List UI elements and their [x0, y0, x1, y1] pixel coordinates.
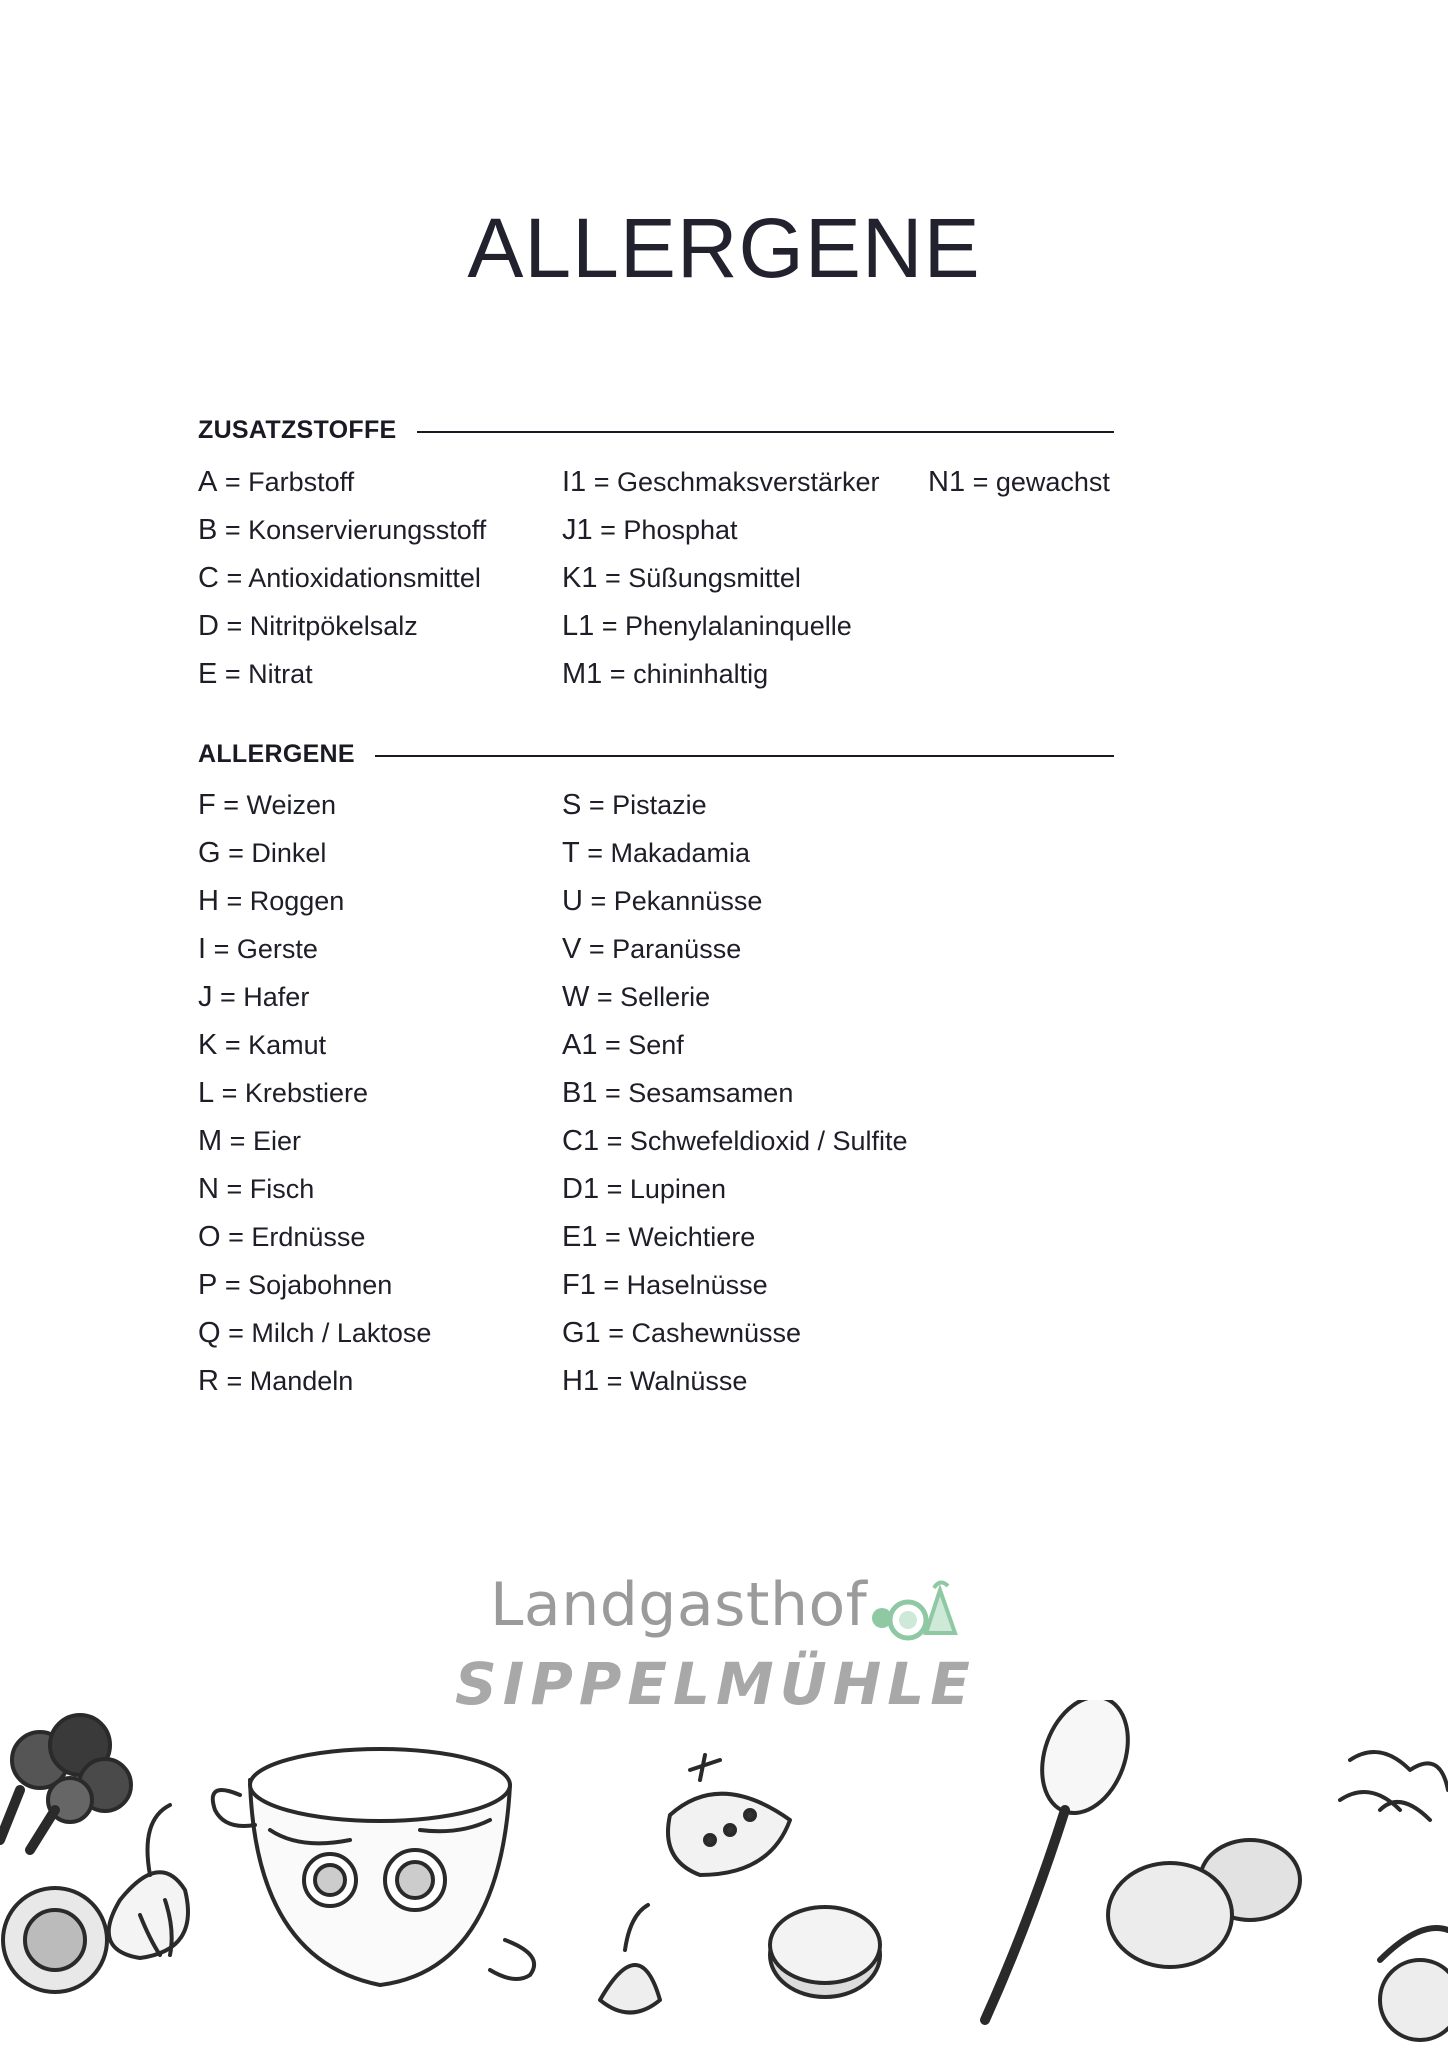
allergene-item: T = Makadamia	[562, 837, 751, 869]
allergene-item: J = Hafer	[198, 981, 310, 1013]
item-label: Lupinen	[629, 1174, 726, 1204]
zusatzstoffe-heading-label: ZUSATZSTOFFE	[198, 416, 417, 445]
allergene-item: U = Pekannüsse	[562, 885, 763, 917]
zusatzstoffe-column-2	[562, 458, 880, 698]
zusatzstoffe-item: M1 = chininhaltig	[562, 658, 769, 690]
item-label: Eier	[252, 1126, 301, 1156]
item-label: gewachst	[995, 467, 1110, 497]
item-code: R	[198, 1365, 219, 1397]
item-code: Q	[198, 1317, 221, 1349]
item-label: Phenylalaninquelle	[625, 611, 852, 641]
item-code: U	[562, 885, 583, 917]
item-code: B1	[562, 1077, 598, 1109]
allergene-item: G1 = Cashewnüsse	[562, 1317, 802, 1349]
item-label: Dinkel	[251, 838, 327, 868]
bread-slices-icon	[1108, 1840, 1300, 1967]
item-label: Senf	[628, 1030, 684, 1060]
item-label: Fisch	[249, 1174, 315, 1204]
item-label: Sesamsamen	[628, 1078, 794, 1108]
allergene-item: A1 = Senf	[562, 1029, 684, 1061]
zusatzstoffe-item: B = Konservierungsstoff	[198, 514, 487, 546]
item-code: P	[198, 1269, 218, 1301]
allergene-item: N = Fisch	[198, 1173, 315, 1205]
item-label: Geschmaksverstärker	[616, 467, 880, 497]
allergene-column-1	[198, 781, 431, 1405]
allergene-column-2	[562, 781, 908, 1405]
item-label: Cashewnüsse	[631, 1318, 802, 1348]
broccoli-icon	[0, 1715, 131, 1850]
item-code: G1	[562, 1317, 601, 1349]
page-title: ALLERGENE	[467, 201, 981, 295]
vegetable-logo-icon	[860, 1578, 960, 1648]
item-code: C	[198, 562, 219, 594]
zusatzstoffe-item: E = Nitrat	[198, 658, 313, 690]
item-code: I1	[562, 466, 587, 498]
item-code: M	[198, 1125, 223, 1157]
zusatzstoffe-column-3	[928, 458, 1110, 506]
item-label: Roggen	[249, 886, 345, 916]
item-label: Hafer	[243, 982, 310, 1012]
item-code: T	[562, 837, 580, 869]
item-code: J	[198, 981, 213, 1013]
item-code: A	[198, 466, 218, 498]
zusatzstoffe-item: N1 = gewachst	[928, 466, 1110, 498]
item-code: K	[198, 1029, 218, 1061]
tomato-left-icon	[3, 1888, 107, 1992]
item-code: L1	[562, 610, 595, 642]
allergene-item: W = Sellerie	[562, 981, 711, 1013]
item-code: L	[198, 1077, 215, 1109]
item-label: Konservierungsstoff	[248, 515, 487, 545]
allergene-item: Q = Milch / Laktose	[198, 1317, 432, 1349]
garlic-clove-icon	[600, 1905, 660, 2013]
item-label: Makadamia	[610, 838, 751, 868]
item-label: Krebstiere	[244, 1078, 368, 1108]
allergene-item: P = Sojabohnen	[198, 1269, 393, 1301]
item-code: A1	[562, 1029, 598, 1061]
item-code: B	[198, 514, 218, 546]
item-label: Nitrat	[248, 659, 313, 689]
item-code: K1	[562, 562, 598, 594]
item-label: Walnüsse	[629, 1366, 748, 1396]
soup-pot-icon	[213, 1749, 534, 1985]
item-label: Sellerie	[620, 982, 711, 1012]
item-label: Süßungsmittel	[628, 563, 801, 593]
item-code: J1	[562, 514, 593, 546]
item-code: N	[198, 1173, 219, 1205]
allergene-item: M = Eier	[198, 1125, 301, 1157]
allergene-item: K = Kamut	[198, 1029, 327, 1061]
item-code: O	[198, 1221, 221, 1253]
parsley-icon	[1340, 1752, 1448, 2040]
zusatzstoffe-column-1	[198, 458, 486, 698]
allergene-item: H = Roggen	[198, 885, 345, 917]
item-code: F1	[562, 1269, 596, 1301]
item-code: H	[198, 885, 219, 917]
allergene-item: R = Mandeln	[198, 1365, 354, 1397]
item-code: G	[198, 837, 221, 869]
allergene-item: O = Erdnüsse	[198, 1221, 366, 1253]
item-code: M1	[562, 658, 603, 690]
allergene-heading	[198, 740, 1114, 770]
tomato-half-icon	[668, 1755, 790, 1875]
zusatzstoffe-item: D = Nitritpökelsalz	[198, 610, 418, 642]
zusatzstoffe-item: J1 = Phosphat	[562, 514, 738, 546]
item-label: Milch / Laktose	[251, 1318, 432, 1348]
item-code: H1	[562, 1365, 600, 1397]
allergene-item: C1 = Schwefeldioxid / Sulfite	[562, 1125, 908, 1157]
item-label: Farbstoff	[248, 467, 355, 497]
item-label: Antioxidationsmittel	[248, 563, 481, 593]
item-label: Kamut	[248, 1030, 327, 1060]
allergene-item: F1 = Haselnüsse	[562, 1269, 768, 1301]
allergene-item: V = Paranüsse	[562, 933, 742, 965]
item-label: Pistazie	[612, 790, 707, 820]
item-code: F	[198, 789, 216, 821]
item-label: Pekannüsse	[613, 886, 763, 916]
item-label: Phosphat	[623, 515, 738, 545]
zusatzstoffe-item: C = Antioxidationsmittel	[198, 562, 481, 594]
garlic-icon	[109, 1805, 188, 1958]
zusatzstoffe-heading	[198, 416, 1114, 446]
item-code: D1	[562, 1173, 600, 1205]
zusatzstoffe-item: K1 = Süßungsmittel	[562, 562, 801, 594]
allergene-heading-label: ALLERGENE	[198, 740, 375, 769]
zusatzstoffe-item: L1 = Phenylalaninquelle	[562, 610, 852, 642]
item-label: Sojabohnen	[248, 1270, 393, 1300]
item-label: chininhaltig	[633, 659, 769, 689]
item-label: Haselnüsse	[626, 1270, 768, 1300]
item-label: Erdnüsse	[251, 1222, 366, 1252]
allergene-item: G = Dinkel	[198, 837, 327, 869]
logo-line-1: Landgasthof	[490, 1570, 868, 1640]
zusatzstoffe-item: I1 = Geschmaksverstärker	[562, 466, 880, 498]
item-label: Schwefeldioxid / Sulfite	[629, 1126, 908, 1156]
allergene-item: S = Pistazie	[562, 789, 707, 821]
allergene-item: B1 = Sesamsamen	[562, 1077, 794, 1109]
item-code: V	[562, 933, 582, 965]
allergene-item: D1 = Lupinen	[562, 1173, 726, 1205]
item-label: Paranüsse	[612, 934, 742, 964]
item-code: S	[562, 789, 582, 821]
item-label: Gerste	[236, 934, 318, 964]
item-code: C1	[562, 1125, 600, 1157]
item-code: N1	[928, 466, 966, 498]
item-code: E1	[562, 1221, 598, 1253]
allergene-item: E1 = Weichtiere	[562, 1221, 756, 1253]
item-label: Nitritpökelsalz	[249, 611, 418, 641]
allergene-item: L = Krebstiere	[198, 1077, 368, 1109]
zusatzstoffe-item: A = Farbstoff	[198, 466, 355, 498]
item-code: I	[198, 933, 207, 965]
item-code: E	[198, 658, 218, 690]
item-label: Weichtiere	[628, 1222, 756, 1252]
logo	[450, 1570, 1010, 1720]
allergene-item: H1 = Walnüsse	[562, 1365, 748, 1397]
item-label: Weizen	[246, 790, 337, 820]
food-illustrations	[0, 1700, 1448, 2048]
bread-slice-icon	[770, 1907, 880, 1997]
allergene-item: F = Weizen	[198, 789, 337, 821]
item-code: D	[198, 610, 219, 642]
logo-line-2: SIPPELMÜHLE	[455, 1650, 976, 1718]
item-label: Mandeln	[249, 1366, 354, 1396]
item-code: W	[562, 981, 590, 1013]
allergene-item: I = Gerste	[198, 933, 318, 965]
spoon-icon	[985, 1700, 1143, 2020]
